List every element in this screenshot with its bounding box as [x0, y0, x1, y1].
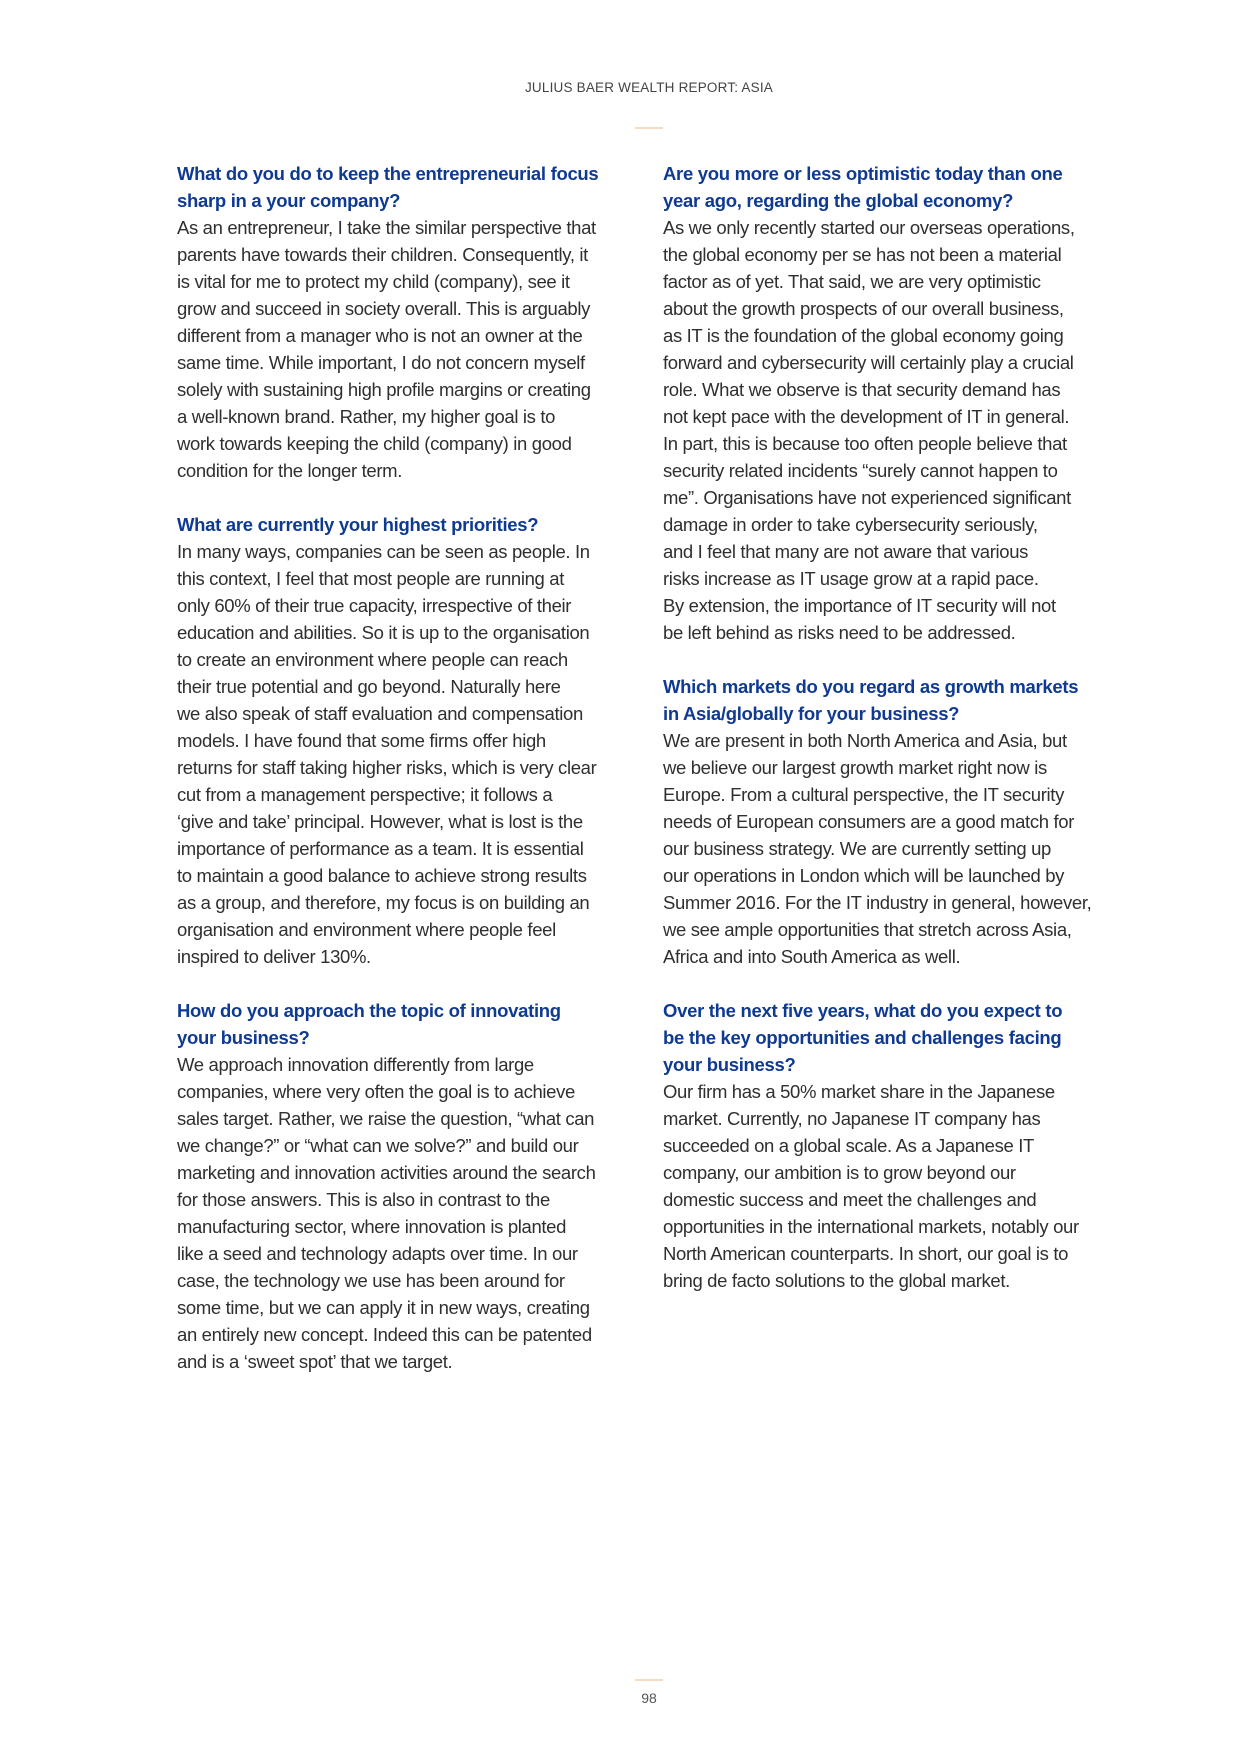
qa-section	[663, 160, 1133, 646]
question-heading: Which markets do you regard as growth markets in Asia/globally for your business?	[663, 676, 1079, 724]
question-heading: How do you approach the topic of innovating your business?	[177, 1000, 561, 1048]
top-divider	[635, 127, 663, 129]
answer-text: We are present in both North America and Asia, but we believe our largest growth market right now is Europe. From a cultural perspective, the IT security needs of European consumers are a good match for our business strategy. We are currently setting up our operations in London which will be launched by Summer 2016. For the IT industry in general, however, we see ample opportunities that stretch across Asia, Africa and into South America as well.	[663, 730, 1092, 967]
qa-section	[177, 997, 647, 1375]
qa-section	[663, 997, 1133, 1294]
answer-text: As an entrepreneur, I take the similar perspective that parents have towards their children. Consequently, it is vital for me to protect my child (company), see it grow and succeed in society overall. This is arguably different from a manager who is not an owner at the same time. While important, I do not concern myself solely with sustaining high profile margins or creating a well-known brand. Rather, my higher goal is to work towards keeping the child (company) in good condition for the longer term.	[177, 217, 596, 481]
question-heading: What do you do to keep the entrepreneurial focus sharp in a your company?	[177, 163, 599, 211]
question-heading: Over the next five years, what do you expect to be the key opportunities and challenges facing your business?	[663, 1000, 1063, 1075]
qa-section	[663, 673, 1133, 970]
bottom-divider	[635, 1679, 663, 1681]
right-column	[663, 160, 1133, 1321]
running-header: JULIUS BAER WEALTH REPORT: ASIA	[524, 80, 773, 95]
answer-text: In many ways, companies can be seen as people. In this context, I feel that most people are running at only 60% of their true capacity, irrespective of their education and abilities. So it is up to the organisation to create an environment where people can reach their true potential and go beyond. Naturally here we also speak of staff evaluation and compensation models. I have found that some firms offer high returns for staff taking higher risks, which is very clear cut from a management perspective; it follows a ‘give and take’ principal. However, what is lost is the importance of performance as a team. It is essential to maintain a good balance to achieve strong results as a group, and therefore, my focus is on building an organisation and environment where people feel inspired to deliver 130%.	[177, 541, 597, 967]
answer-text: Our firm has a 50% market share in the Japanese market. Currently, no Japanese IT company has succeeded on a global scale. As a Japanese IT company, our ambition is to grow beyond our domestic success and meet the challenges and opportunities in the international markets, notably our North American counterparts. In short, our goal is to bring de facto solutions to the global market.	[663, 1081, 1079, 1291]
page-number: 98	[641, 1690, 657, 1706]
question-heading: Are you more or less optimistic today than one year ago, regarding the global economy?	[663, 163, 1063, 211]
qa-section	[177, 160, 647, 484]
answer-text: As we only recently started our overseas operations, the global economy per se has not been a material factor as of yet. That said, we are very optimistic about the growth prospects of our overall business, as IT is the foundation of the global economy going forward and cybersecurity will certainly play a crucial role. What we observe is that security demand has not kept pace with the development of IT in general. In part, this is because too often people believe that security related incidents “surely cannot happen to me”. Organisations have not experienced significant damage in order to take cybersecurity seriously, and I feel that many are not aware that various risks increase as IT usage grow at a rapid pace. By extension, the importance of IT security will not be left behind as risks need to be addressed.	[663, 217, 1075, 643]
answer-text: We approach innovation differently from large companies, where very often the goal is to achieve sales target. Rather, we raise the question, “what can we change?” or “what can we solve?” and build our marketing and innovation activities around the search for those answers. This is also in contrast to the manufacturing sector, where innovation is planted like a seed and technology adapts over time. In our case, the technology we use has been around for some time, but we can apply it in new ways, creating an entirely new concept. Indeed this can be patented and is a ‘sweet spot’ that we target.	[177, 1054, 596, 1372]
left-column	[177, 160, 647, 1402]
question-heading: What are currently your highest priorities?	[177, 514, 539, 535]
qa-section	[177, 511, 647, 970]
